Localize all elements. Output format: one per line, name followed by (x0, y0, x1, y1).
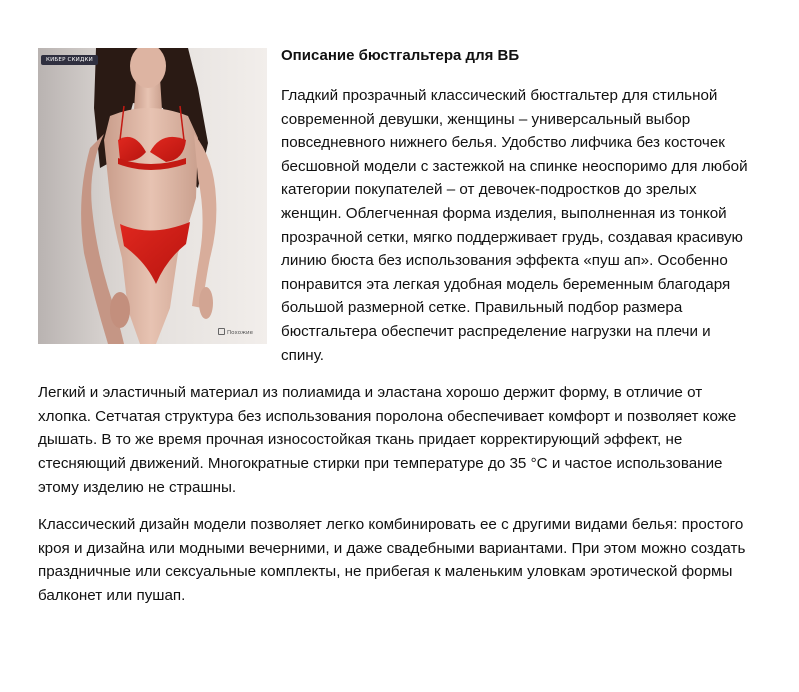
paragraph-2: Легкий и эластичный материал из полиамида и эластана хорошо держит форму, в отличие от хлопка. Сетчатая структура без использования поролона обеспечивает комфорт и позволяет коже дышать. В то же время прочная износостойкая ткань придает корректирующий эффект, не стесняющий движений. Многократные стирки при температуре до 35 °С и частое использование этому изделию не страшны. (38, 384, 737, 496)
model-illustration (38, 48, 267, 344)
paragraph-3: Классический дизайн модели позволяет легко комбинировать ее с другими видами белья: простого кроя и дизайна или модными вечерними, и даже свадебными вариантами. При этом можно создать праздничные или сексуальные комплекты, не прибегая к маленьким уловкам эротической формы балконет или пушап. (38, 516, 746, 604)
article-title: Описание бюстгальтера для ВБ (281, 47, 520, 64)
similar-label: Похожие (226, 330, 253, 336)
similar-watermark (218, 328, 253, 336)
similar-icon (218, 328, 225, 335)
article (38, 47, 752, 607)
product-photo (38, 48, 267, 344)
promo-badge: КИБЕР СКИДКИ (41, 55, 98, 65)
paragraph-1: Гладкий прозрачный классический бюстгальтер для стильной современной девушки, женщины – универсальный выбор повседневного нижнего белья. Удобство лифчика без косточек бесшовной модели с застежкой на спинке неоспоримо для любой категории покупателей – от девочек-подростков до зрелых женщин. Облегченная форма изделия, выполненная из тонкой прозрачной сетки, мягко поддерживает грудь, создавая красивую линию бюста без использования эффекта «пуш ап». Особенно понравится эта легкая удобная модель беременным благодаря большой размерной сетке. Правильный подбор размера бюстгальтера обеспечит распределение нагрузки на плечи и спину. (281, 87, 748, 364)
